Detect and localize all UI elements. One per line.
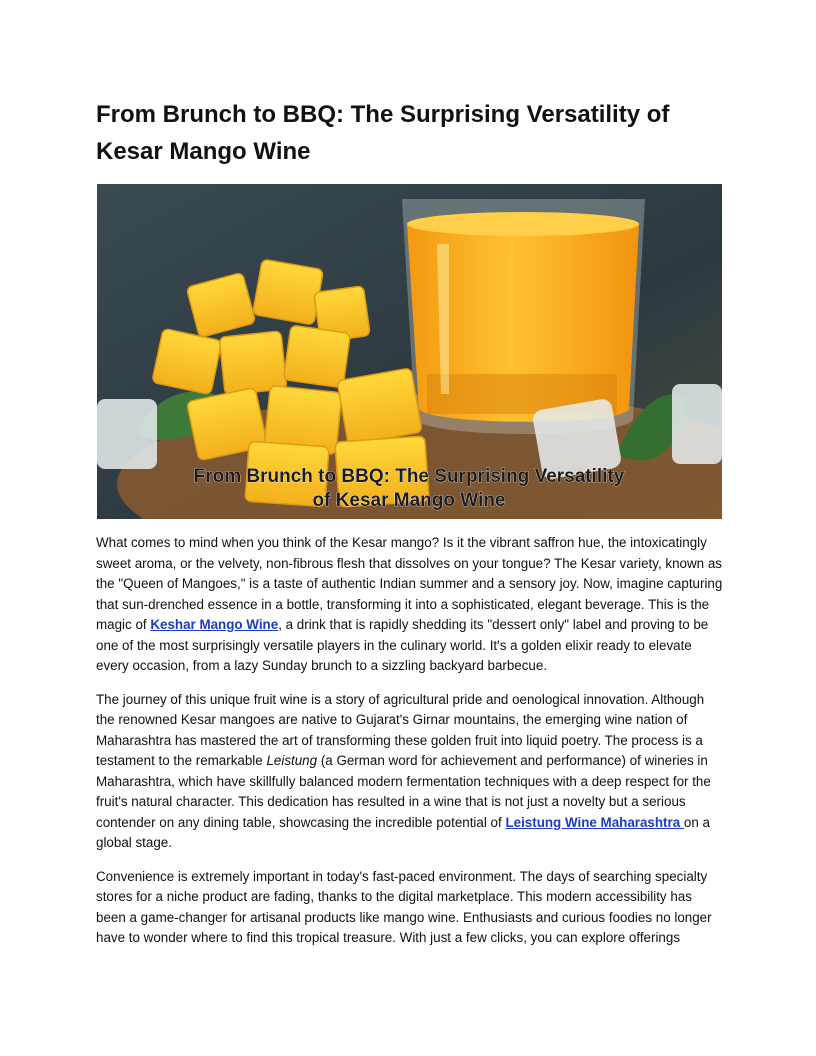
p2-text-middle: (a German word for achievement and performance) of wineries in Maharashtra, which have skillfully balanced modern fermentation techniques with a deep respect for the fruit's natural character. This dedication has resulted in a wine that is not just a novelty but a serious contender on any dining table, showcasing the incredible potential of	[96, 753, 711, 830]
paragraph-3: Convenience is extremely important in today's fast-paced environment. The days of searching specialty stores for a niche product are fading, thanks to the digital marketplace. This modern accessibility has been a game-changer for artisanal products like mango wine. Enthusiasts and curious foodies no longer have to wonder where to find this tropical treasure. With just a few clicks, you can explore offerings	[96, 868, 712, 945]
p2-text-before: The journey of this unique fruit wine is a story of agricultural pride and oenological innovation. Although the renowned Kesar mangoes are native to Gujarat's Girnar mountains, the emerging wine nation of Maharashtra has mastered the art of transforming these golden fruit into liquid poetry. The process is a testament to the remarkable	[96, 691, 705, 768]
mango-wine-illustration	[97, 184, 722, 519]
p1-text-after: , a drink that is rapidly shedding its "dessert only" label and proving to be one of the most surprisingly versatile players in the culinary world. It's a golden elixir ready to elevate every occasion, from a lazy Sunday brunch to a sizzling backyard barbecue.	[96, 617, 709, 673]
p2-text-after: on a global stage.	[96, 814, 710, 850]
paragraph-1	[96, 533, 724, 677]
hero-image	[97, 184, 722, 519]
hero-overlay-line1: From Brunch to BBQ: The Surprising Versatility	[193, 466, 625, 487]
paragraph-2	[96, 690, 724, 854]
hero-overlay-line2: of Kesar Mango Wine	[312, 490, 506, 511]
p2-italic-term: Leistung	[266, 753, 318, 768]
p1-text-before: What comes to mind when you think of the Kesar mango? Is it the vibrant saffron hue, the intoxicatingly sweet aroma, or the velvety, non-fibrous flesh that dissolves on your tongue? The Kesar variety, known as the "Queen of Mangoes," is a taste of authentic Indian summer and a sensory joy. Now, imagine capturing that sun-drenched essence in a bottle, transforming it into a sophisticated, elegant beverage. This is the magic of	[96, 535, 723, 632]
article-title: From Brunch to BBQ: The Surprising Versatility of Kesar Mango Wine	[96, 101, 670, 165]
leistung-wine-maharashtra-link[interactable]: Leistung Wine Maharashtra	[505, 814, 684, 830]
article-body	[96, 533, 724, 962]
keshar-mango-wine-link[interactable]: Keshar Mango Wine	[150, 617, 279, 632]
